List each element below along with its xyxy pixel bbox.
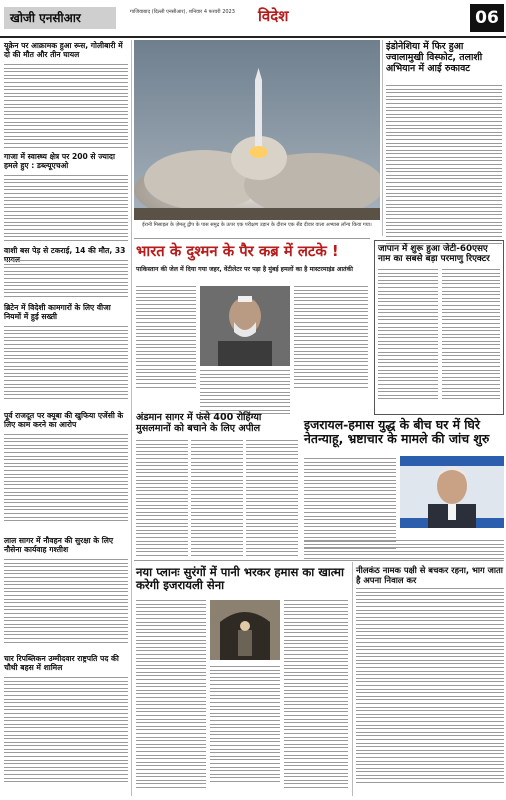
rule	[134, 560, 504, 561]
main-story-body	[136, 286, 196, 390]
left-story5-body	[4, 434, 128, 524]
tunnel-body	[284, 600, 348, 790]
dateline: गाजियाबाद (दिल्ली एनसीआर), शनिवार 4 फरवरी 2023	[130, 9, 235, 15]
rohingya-body	[191, 440, 243, 559]
right-story1-body	[386, 85, 502, 247]
brand-logo: खोजी एनसीआर	[4, 7, 116, 29]
israel-headline: इजरायल-हमास युद्ध के बीच घर में घिरे नेतन्याहू, भ्रष्टाचार के मामले की जांच शुरु	[304, 417, 490, 447]
tunnel-body	[136, 600, 206, 790]
main-story-body	[294, 286, 368, 390]
left-story7-body	[4, 677, 128, 785]
left-story3-title: वाशी बस पेड़ से टकराई, 14 की मौत, 33	[4, 246, 126, 255]
israel-body	[304, 540, 504, 562]
netanyahu-photo	[400, 456, 504, 528]
column-divider	[382, 40, 383, 236]
left-story2-title: गाजा में स्वास्थ्य क्षेत्र पर 200 से ज्यादा हमले हुए : डब्ल्यूएचओ	[4, 152, 115, 170]
left-story6-body	[4, 559, 128, 645]
rule	[134, 238, 370, 239]
left-story7-title: चार रिपब्लिकन उम्मीदवार राष्ट्रपति पद की चौथी बहस में शामिल	[4, 654, 119, 672]
column-divider	[131, 40, 132, 796]
column-divider	[352, 562, 353, 796]
portrait-photo	[200, 286, 290, 366]
main-headline: भारत के दुश्मन के पैर कब्र में लटके !	[136, 243, 339, 260]
photo-caption: ईरानी मिसाइल के ज़ेमलू द्वीप के पास समुद्र के ऊपर एक परीक्षण उड़ान के दौरान एक सैंड दीवार वाला अभ्यास लॉन्च किया गया।	[142, 222, 372, 228]
rohingya-body	[136, 440, 188, 559]
left-story4-title: ब्रिटेन में विदेशी कामगारों के लिए वीजा नियमों में हुई सख्ती	[4, 303, 111, 321]
right-story2-title: जापान में शुरू हुआ जेटी-60एसए नाम का सबसे बड़ा परमाणु रिएक्टर	[378, 244, 490, 265]
section-title: विदेश	[258, 7, 289, 25]
main-subhead: पाकिस्तान की जेल में दिया गया जहर, वेंटीलेटर पर पड़ा है मुंबई हमलों का है मास्टरमाइंड आतंकी	[136, 266, 353, 273]
israel-body	[304, 458, 396, 551]
left-story1-title: यूक्रेन पर आक्रामक हुआ रूस, गोलीबारी में दो की मौत और तीन घायल	[4, 41, 123, 59]
missile-launch-photo	[134, 40, 380, 220]
page-number: 06	[470, 4, 504, 32]
left-story3-body	[4, 260, 128, 300]
tunnel-photo	[210, 600, 280, 660]
tunnel-headline: नया प्लानः सुरंगों में पानी भरकर हमास का खात्मा करेगी इजरायली सेना	[136, 565, 344, 593]
right-story1-title: इंडोनेशिया में फिर हुआ ज्वालामुखी विस्फोट, तलाशी अभियान में आई रुकावट	[386, 41, 483, 74]
left-story4-body	[4, 326, 128, 401]
rohingya-body	[246, 440, 298, 559]
left-story1-body	[4, 64, 128, 150]
right-story3-title: नीलकंठ नामक पक्षी से बचकर रहना, भाग जाता है अपना निवाल कर	[356, 565, 503, 585]
right-story3-body	[356, 588, 504, 786]
left-story5-title: पूर्व राजदूत पर क्यूबा की खुफिया एजेंसी के लिए काम करने का आरोप	[4, 411, 124, 429]
right-story2-body	[442, 269, 500, 402]
left-story6-title: लाल सागर में नौवहन की सुरक्षा के लिए नौसेना कार्यवाह गश्तीश	[4, 536, 114, 554]
right-story2-body	[378, 269, 438, 402]
tunnel-body	[210, 666, 280, 785]
main-story-body	[200, 370, 290, 417]
rohingya-headline: अंडमान सागर में फंसे 400 रोहिंग्या मुसलमानों को बचाने के लिए अपील	[136, 412, 262, 435]
left-story2-body	[4, 175, 128, 243]
